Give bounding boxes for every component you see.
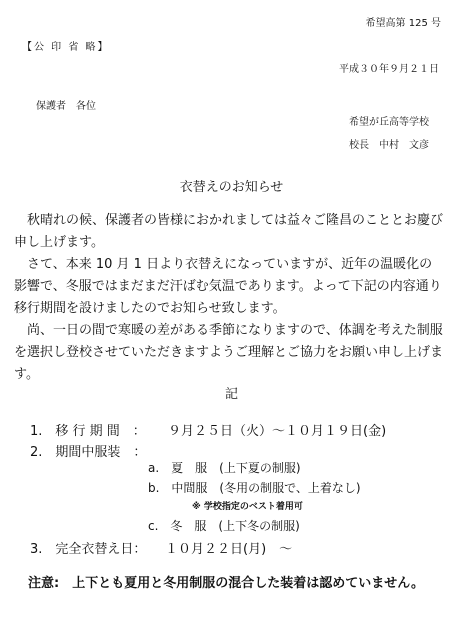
- full-change-date-label: 3. 完全衣替え日：: [30, 542, 147, 557]
- paragraph-announcement: さて、本来 10 月 1 日より衣替えになっていますが、近年の温暖化の影響で、冬服ではまだまだ汗ばむ気温であります。よって下記の内容通り移行期間を設けましたのでお知らせ致します。: [14, 257, 442, 316]
- ki-heading: 記: [224, 387, 238, 402]
- notice: 注意: 上下とも夏用と冬用制服の混合した装着は認めていません。: [28, 576, 424, 591]
- option-winter: c. 冬 服 (上下冬の制服): [148, 519, 300, 533]
- vest-note: ※ 学校指定のベスト着用可: [192, 502, 303, 512]
- school-name: 希望が丘高等学校: [349, 117, 429, 128]
- full-change-date-value: １０月２２日(月) ～: [165, 542, 293, 557]
- issue-date: 平成３０年９月２１日: [339, 64, 439, 75]
- paragraph-greeting: 秋晴れの候、保護者の皆様におかれましては益々ご隆昌のこととお慶び申し上げます。: [14, 213, 444, 250]
- recipient: 保護者 各位: [36, 101, 96, 112]
- principal-name: 校長 中村 文彦: [349, 140, 429, 151]
- interim-dress-label: 2. 期間中服装 ：: [30, 445, 147, 460]
- official-seal-omitted: 【公 印 省 略】: [22, 42, 110, 53]
- option-summer: a. 夏 服 (上下夏の制服): [148, 461, 301, 475]
- document-title: 衣替えのお知らせ: [179, 180, 284, 195]
- transition-period-label: 1. 移 行 期 間 ：: [30, 424, 146, 439]
- option-intermediate: b. 中間服 (冬用の制服で、上着なし): [148, 481, 361, 495]
- transition-period-value: ９月２５日（火）～１０月１９日(金): [168, 424, 387, 439]
- paragraph-request: 尚、一日の間で寒暖の差がある季節になりますので、体調を考えた制服を選択し登校させていただきますようご理解とご協力をお願い申し上げます。: [14, 323, 444, 382]
- document-number: 希望高第 125 号: [365, 18, 441, 29]
